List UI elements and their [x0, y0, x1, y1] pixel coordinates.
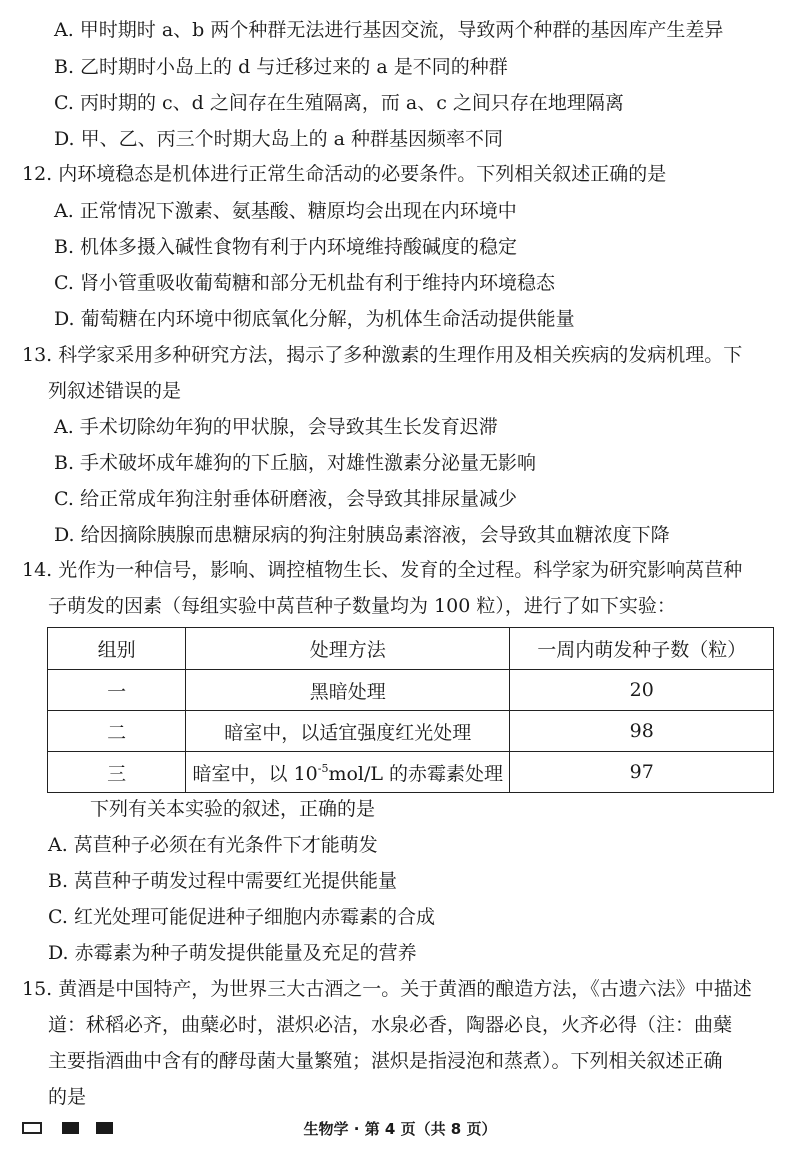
cell-count: 98 — [510, 711, 774, 752]
q15-number: 15. — [22, 978, 53, 1000]
q15-stem-line1 — [22, 976, 752, 1002]
q13-option-b: B. 手术破坏成年雄狗的下丘脑，对雄性激素分泌量无影响 — [54, 452, 537, 474]
q13-stem-line1 — [22, 342, 742, 368]
q14-stem-line1 — [22, 557, 742, 583]
cell-group: 一 — [48, 670, 186, 711]
cell-count: 20 — [510, 670, 774, 711]
header-method: 处理方法 — [186, 628, 510, 670]
table-row — [48, 670, 774, 711]
q15-stem-line4: 的是 — [48, 1086, 87, 1108]
table-row — [48, 711, 774, 752]
q12-number: 12. — [22, 163, 53, 185]
q11-option-d: D. 甲、乙、丙三个时期大岛上的 a 种群基因频率不同 — [54, 128, 504, 150]
q14-option-b: B. 莴苣种子萌发过程中需要红光提供能量 — [48, 870, 398, 892]
q13-number: 13. — [22, 344, 53, 366]
q14-stem-text-1: 光作为一种信号，影响、调控植物生长、发育的全过程。科学家为研究影响莴苣种 — [58, 559, 743, 581]
header-group: 组别 — [48, 628, 186, 670]
q12-option-c: C. 肾小管重吸收葡萄糖和部分无机盐有利于维持内环境稳态 — [54, 272, 555, 294]
cell-method — [186, 752, 510, 793]
cell-method: 黑暗处理 — [186, 670, 510, 711]
q11-option-c: C. 丙时期的 c、d 之间存在生殖隔离，而 a、c 之间只存在地理隔离 — [54, 92, 624, 114]
method-exponent: -5 — [317, 761, 329, 775]
q15-stem-line3: 主要指酒曲中含有的酵母菌大量繁殖；湛炽是指浸泡和蒸煮）。下列相关叙述正确 — [48, 1050, 723, 1072]
cell-count: 97 — [510, 752, 774, 793]
method-pre: 暗室中，以 10 — [192, 762, 318, 785]
method-post: mol/L 的赤霉素处理 — [328, 762, 504, 785]
q12-option-b: B. 机体多摄入碱性食物有利于内环境维持酸碱度的稳定 — [54, 236, 518, 258]
header-count: 一周内萌发种子数（粒） — [510, 628, 774, 670]
q14-number: 14. — [22, 559, 53, 581]
q12-stem-text: 内环境稳态是机体进行正常生命活动的必要条件。下列相关叙述正确的是 — [58, 163, 667, 185]
q12-stem — [22, 161, 666, 187]
q14-experiment-table — [47, 627, 774, 793]
cell-group: 三 — [48, 752, 186, 793]
page-footer: 生物学 · 第 4 页（共 8 页） — [303, 1120, 497, 1138]
q12-option-a: A. 正常情况下激素、氨基酸、糖原均会出现在内环境中 — [54, 200, 517, 222]
q12-option-d: D. 葡萄糖在内环境中彻底氧化分解，为机体生命活动提供能量 — [54, 308, 575, 330]
cell-group: 二 — [48, 711, 186, 752]
q15-stem-line2: 道：秫稻必齐，曲蘖必时，湛炽必洁，水泉必香，陶器必良，火齐必得（注：曲蘖 — [48, 1014, 733, 1036]
q14-option-a: A. 莴苣种子必须在有光条件下才能萌发 — [48, 834, 378, 856]
q13-option-c: C. 给正常成年狗注射垂体研磨液，会导致其排尿量减少 — [54, 488, 517, 510]
q15-stem-text-1: 黄酒是中国特产，为世界三大古酒之一。关于黄酒的酿造方法，《古遗六法》中描述 — [58, 978, 752, 1000]
q13-option-a: A. 手术切除幼年狗的甲状腺，会导致其生长发育迟滞 — [54, 416, 498, 438]
table-header-row — [48, 628, 774, 670]
q14-option-c: C. 红光处理可能促进种子细胞内赤霉素的合成 — [48, 906, 435, 928]
cell-method: 暗室中，以适宜强度红光处理 — [186, 711, 510, 752]
q13-stem-line2: 列叙述错误的是 — [48, 380, 182, 402]
q11-option-b: B. 乙时期时小岛上的 d 与迁移过来的 a 是不同的种群 — [54, 56, 508, 78]
q11-option-a: A. 甲时期时 a、b 两个种群无法进行基因交流，导致两个种群的基因库产生差异 — [54, 19, 724, 41]
q14-option-d: D. 赤霉素为种子萌发提供能量及充足的营养 — [48, 942, 417, 964]
table-row — [48, 752, 774, 793]
q13-stem-text-1: 科学家采用多种研究方法，揭示了多种激素的生理作用及相关疾病的发病机理。下 — [58, 344, 743, 366]
q13-option-d: D. 给因摘除胰腺而患糖尿病的狗注射胰岛素溶液，会导致其血糖浓度下降 — [54, 524, 670, 546]
q14-stem-line2: 子萌发的因素（每组实验中莴苣种子数量均为 100 粒），进行了如下实验： — [48, 595, 676, 617]
q14-lead: 下列有关本实验的叙述，正确的是 — [90, 798, 376, 820]
